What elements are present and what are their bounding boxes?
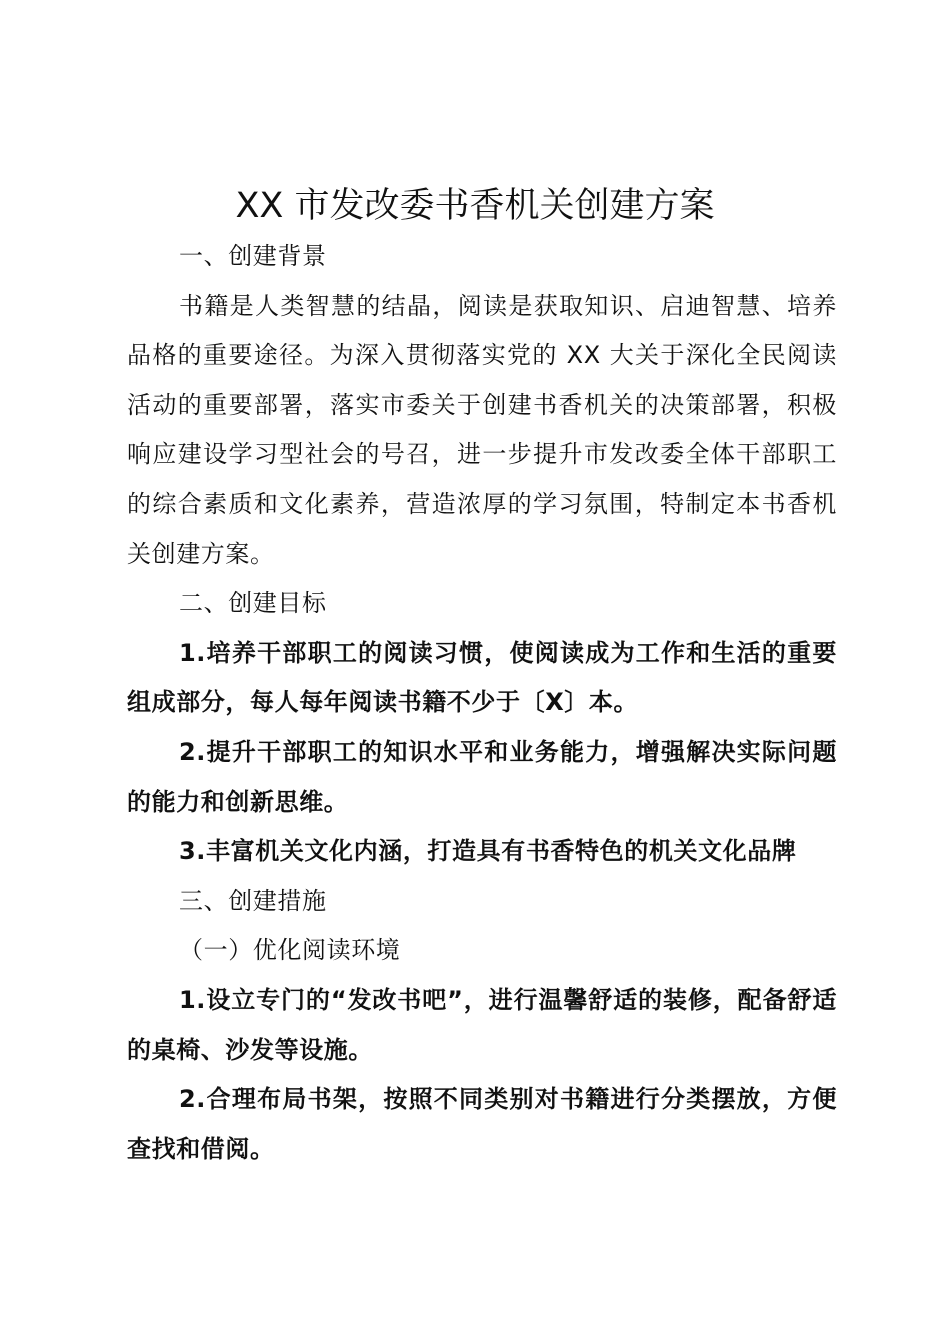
measure-item-2: 2.合理布局书架，按照不同类别对书籍进行分类摆放，方便查找和借阅。	[127, 1085, 837, 1163]
section-heading-background: 一、创建背景	[179, 242, 327, 270]
goal-item-2: 2.提升干部职工的知识水平和业务能力，增强解决实际问题的能力和创新思维。	[127, 737, 837, 816]
measure-item-1: 1.设立专门的“发改书吧”，进行温馨舒适的装修，配备舒适的桌椅、沙发等设施。	[127, 985, 837, 1064]
goal-item-3: 3.丰富机关文化内涵，打造具有书香特色的机关文化品牌	[179, 837, 797, 866]
section-heading-measures: 三、创建措施	[179, 886, 327, 915]
document-title: XX 市发改委书香机关创建方案	[235, 186, 715, 226]
section-heading-goals: 二、创建目标	[179, 589, 327, 618]
goal-item-1: 1.培养干部职工的阅读习惯，使阅读成为工作和生活的重要组成部分，每人每年阅读书籍不少于〔X〕本。	[127, 638, 837, 717]
background-paragraph: 书籍是人类智慧的结晶，阅读是获取知识、启迪智慧、培养品格的重要途径。为深入贯彻落实党的 XX 大关于深化全民阅读活动的重要部署，落实市委关于创建书香机关的决策部署，积极响应建设学习型社会的号召，进一步提升市发改委全体干部职工的综合素质和文化素养，营造浓厚的学习氛围，特制定本书香机关创建方案。	[127, 291, 837, 568]
subsection-heading-environment: （一）优化阅读环境	[179, 936, 401, 965]
document-body	[127, 232, 837, 1174]
